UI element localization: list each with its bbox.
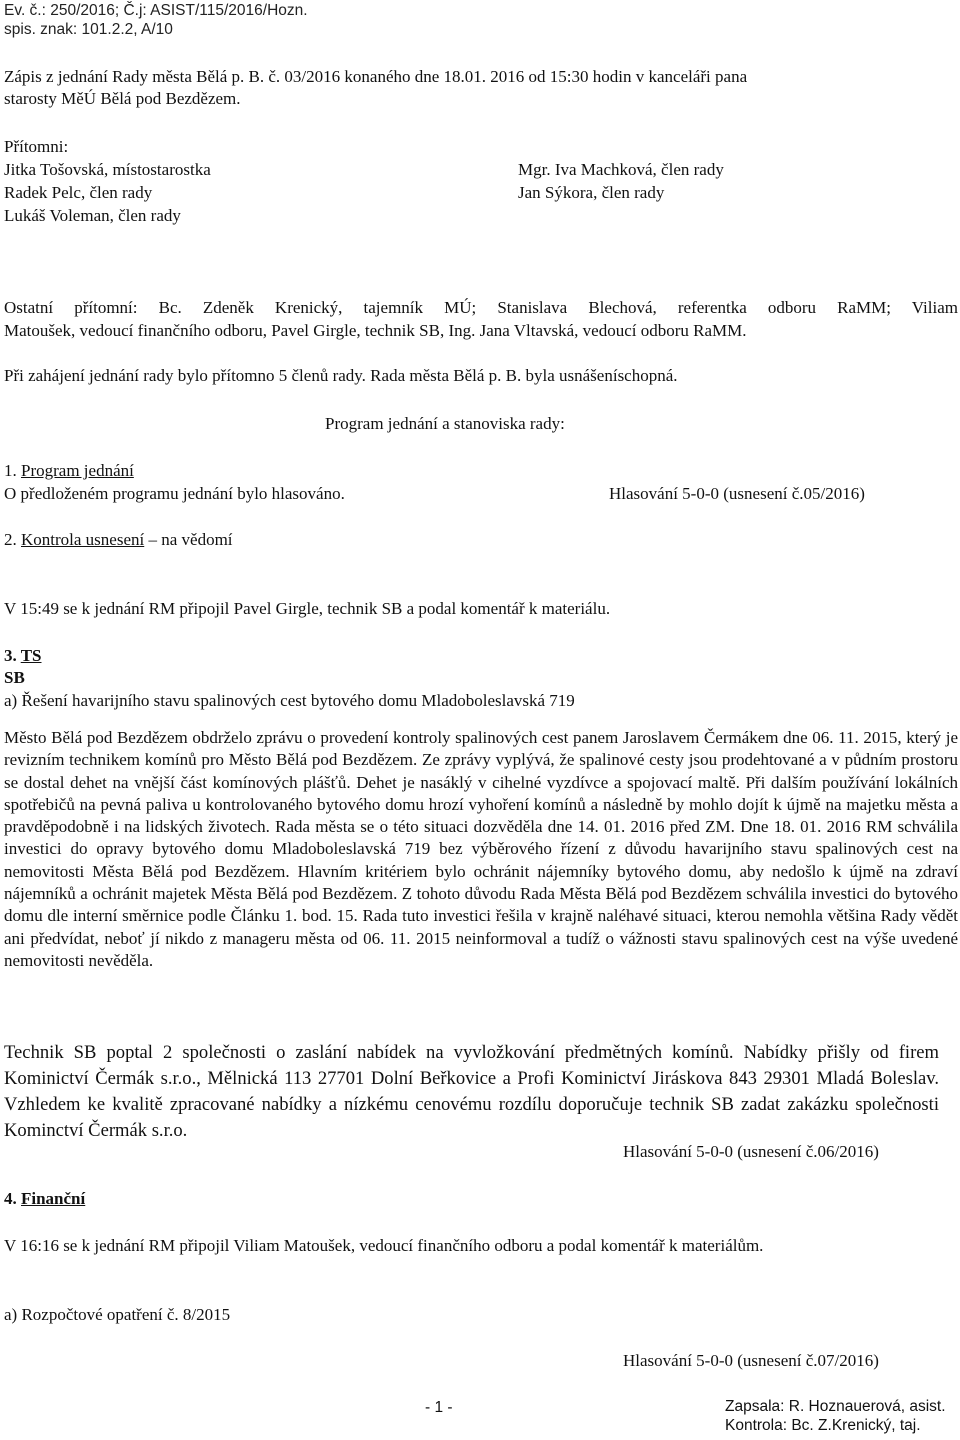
document-reference: Ev. č.: 250/2016; Č.j: ASIST/115/2016/Hozn. bbox=[4, 2, 308, 19]
attendance-label: Přítomni: bbox=[4, 137, 69, 156]
others-present-line1: Ostatní přítomní: Bc. Zdeněk Krenický, tajemník MÚ; Stanislava Blechová, referentka odboru RaMM; Viliam bbox=[4, 298, 958, 317]
item-2-title: Kontrola usnesení bbox=[21, 530, 145, 549]
item-3-paragraph-2: Technik SB poptal 2 společnosti o zaslání nabídek na vyvložkování předmětných komínů. Nabídky přišly od firem Kominictví Čermák s.r.o., Mělnická 113 27701 Dolní Beřkovice a Profi Kominictví Jiráskova 843 29301 Mladá Boleslav. Vzhledem ke kvalitě zpracované nabídky a nízkému cenovému rozdílu doporučuje technik SB zadat zakázku společnosti Kominctví Čermák s.r.o. bbox=[4, 1042, 939, 1141]
item-1-text: O předloženém programu jednání bylo hlasováno. bbox=[4, 484, 345, 503]
item-4-title: Finanční bbox=[21, 1189, 86, 1208]
item-1-heading bbox=[4, 460, 134, 482]
checked-by: Kontrola: Bc. Z.Krenický, taj. bbox=[725, 1417, 921, 1434]
item-2-number: 2. bbox=[4, 530, 17, 549]
item-3-title: TS bbox=[20, 646, 42, 665]
attendee: Lukáš Voleman, člen rady bbox=[4, 206, 181, 225]
quorum-statement: Při zahájení jednání rady bylo přítomno 5 členů rady. Rada města Bělá p. B. byla usnášeníschopná. bbox=[4, 366, 678, 385]
item-4-vote: Hlasování 5-0-0 (usnesení č.07/2016) bbox=[623, 1351, 879, 1370]
item-3-vote: Hlasování 5-0-0 (usnesení č.06/2016) bbox=[623, 1142, 879, 1161]
item-3-paragraph-1: Město Bělá pod Bezdězem obdrželo zprávu o provedení kontroly spalinových cest panem Jaroslavem Čermákem dne 06. 11. 2015, který je revizním technikem komínů pro Město Bělá pod Bezdězem. Ze zprávy vyplývá, že spalinové cesty jsou prodehtované a v půdním prostoru se dostal dehet na vnější část komínových plášťů. Dehet je nasáklý v cihelné vyzdívce a spojovací maltě. Při dalším používání lokálních spotřebičů na pevná paliva u kontrolovaného bytového domu hrozí vyhoření komínů a následně by mohlo dojít k újmě na majetku města a pravděpodobně i na lidských životech. Rada města se o této situaci dozvěděla dne 14. 01. 2016 před ZM. Dne 18. 01. 2016 RM schválila investici do opravy bytového domu Mladoboleslavská 719 bez výběrového řízení z důvodu havarijního stavu spalinových cest na nemovitosti Města Bělá pod Bezdězem. Hlavním kritériem bylo ochránit nájemníky bytového domu, aby nedošlo k újmě na zdraví nájemníků a ochránit majetek Města Bělá pod Bezdězem. Z tohoto důvodu Rada Města Bělá pod Bezdězem schválila investici do bytového domu dle interní směrnice podle Článku 1. bod. 15. Rada tuto investici řešila v krajně naléhavé situaci, kterou nemohla většina Rady vědět ani předvídat, neboť jí nikdo z manageru města od 06. 11. 2015 neinformoval a tudíž o vážnosti stavu spalinových cest na výše uvedené nemovitosti nevěděla. bbox=[4, 728, 958, 970]
item-4-subitem: a) Rozpočtové opatření č. 8/2015 bbox=[4, 1305, 231, 1324]
attendee: Mgr. Iva Machková, člen rady bbox=[518, 160, 724, 179]
attendee: Radek Pelc, člen rady bbox=[4, 183, 153, 202]
item-2-note: V 15:49 se k jednání RM připojil Pavel Girgle, technik SB a podal komentář k materiálu. bbox=[4, 599, 611, 618]
item-1-vote: Hlasování 5-0-0 (usnesení č.05/2016) bbox=[609, 484, 865, 503]
item-4-number: 4. bbox=[4, 1189, 17, 1208]
item-2-suffix: – na vědomí bbox=[144, 530, 233, 549]
item-3-number: 3. bbox=[4, 646, 17, 665]
attendee: Jan Sýkora, člen rady bbox=[518, 183, 665, 202]
item-1-number: 1. bbox=[4, 461, 17, 480]
item-3-heading bbox=[4, 645, 42, 667]
item-2-heading bbox=[4, 529, 233, 551]
item-3-subitem: a) Řešení havarijního stavu spalinových cest bytového domu Mladoboleslavská 719 bbox=[4, 691, 575, 710]
item-1-title: Program jednání bbox=[21, 461, 134, 480]
program-heading: Program jednání a stanoviska rady: bbox=[325, 414, 565, 433]
minutes-title-line1: Zápis z jednání Rady města Bělá p. B. č. 03/2016 konaného dne 18.01. 2016 od 15:30 hodin v kanceláři pana bbox=[4, 67, 748, 86]
item-4-heading bbox=[4, 1188, 85, 1210]
others-present-line2: Matoušek, vedoucí finančního odboru, Pavel Girgle, technik SB, Ing. Jana Vltavská, vedoucí odboru RaMM. bbox=[4, 321, 747, 340]
item-3-subtitle: SB bbox=[4, 668, 25, 687]
attendee: Jitka Tošovská, místostarostka bbox=[4, 160, 211, 179]
file-code: spis. znak: 101.2.2, A/10 bbox=[4, 21, 173, 38]
minutes-title-line2: starosty MěÚ Bělá pod Bezdězem. bbox=[4, 89, 241, 108]
recorded-by: Zapsala: R. Hoznauerová, asist. bbox=[725, 1398, 946, 1415]
page-number: - 1 - bbox=[425, 1399, 453, 1416]
item-4-note: V 16:16 se k jednání RM připojil Viliam Matoušek, vedoucí finančního odboru a podal komentář k materiálům. bbox=[4, 1236, 764, 1255]
